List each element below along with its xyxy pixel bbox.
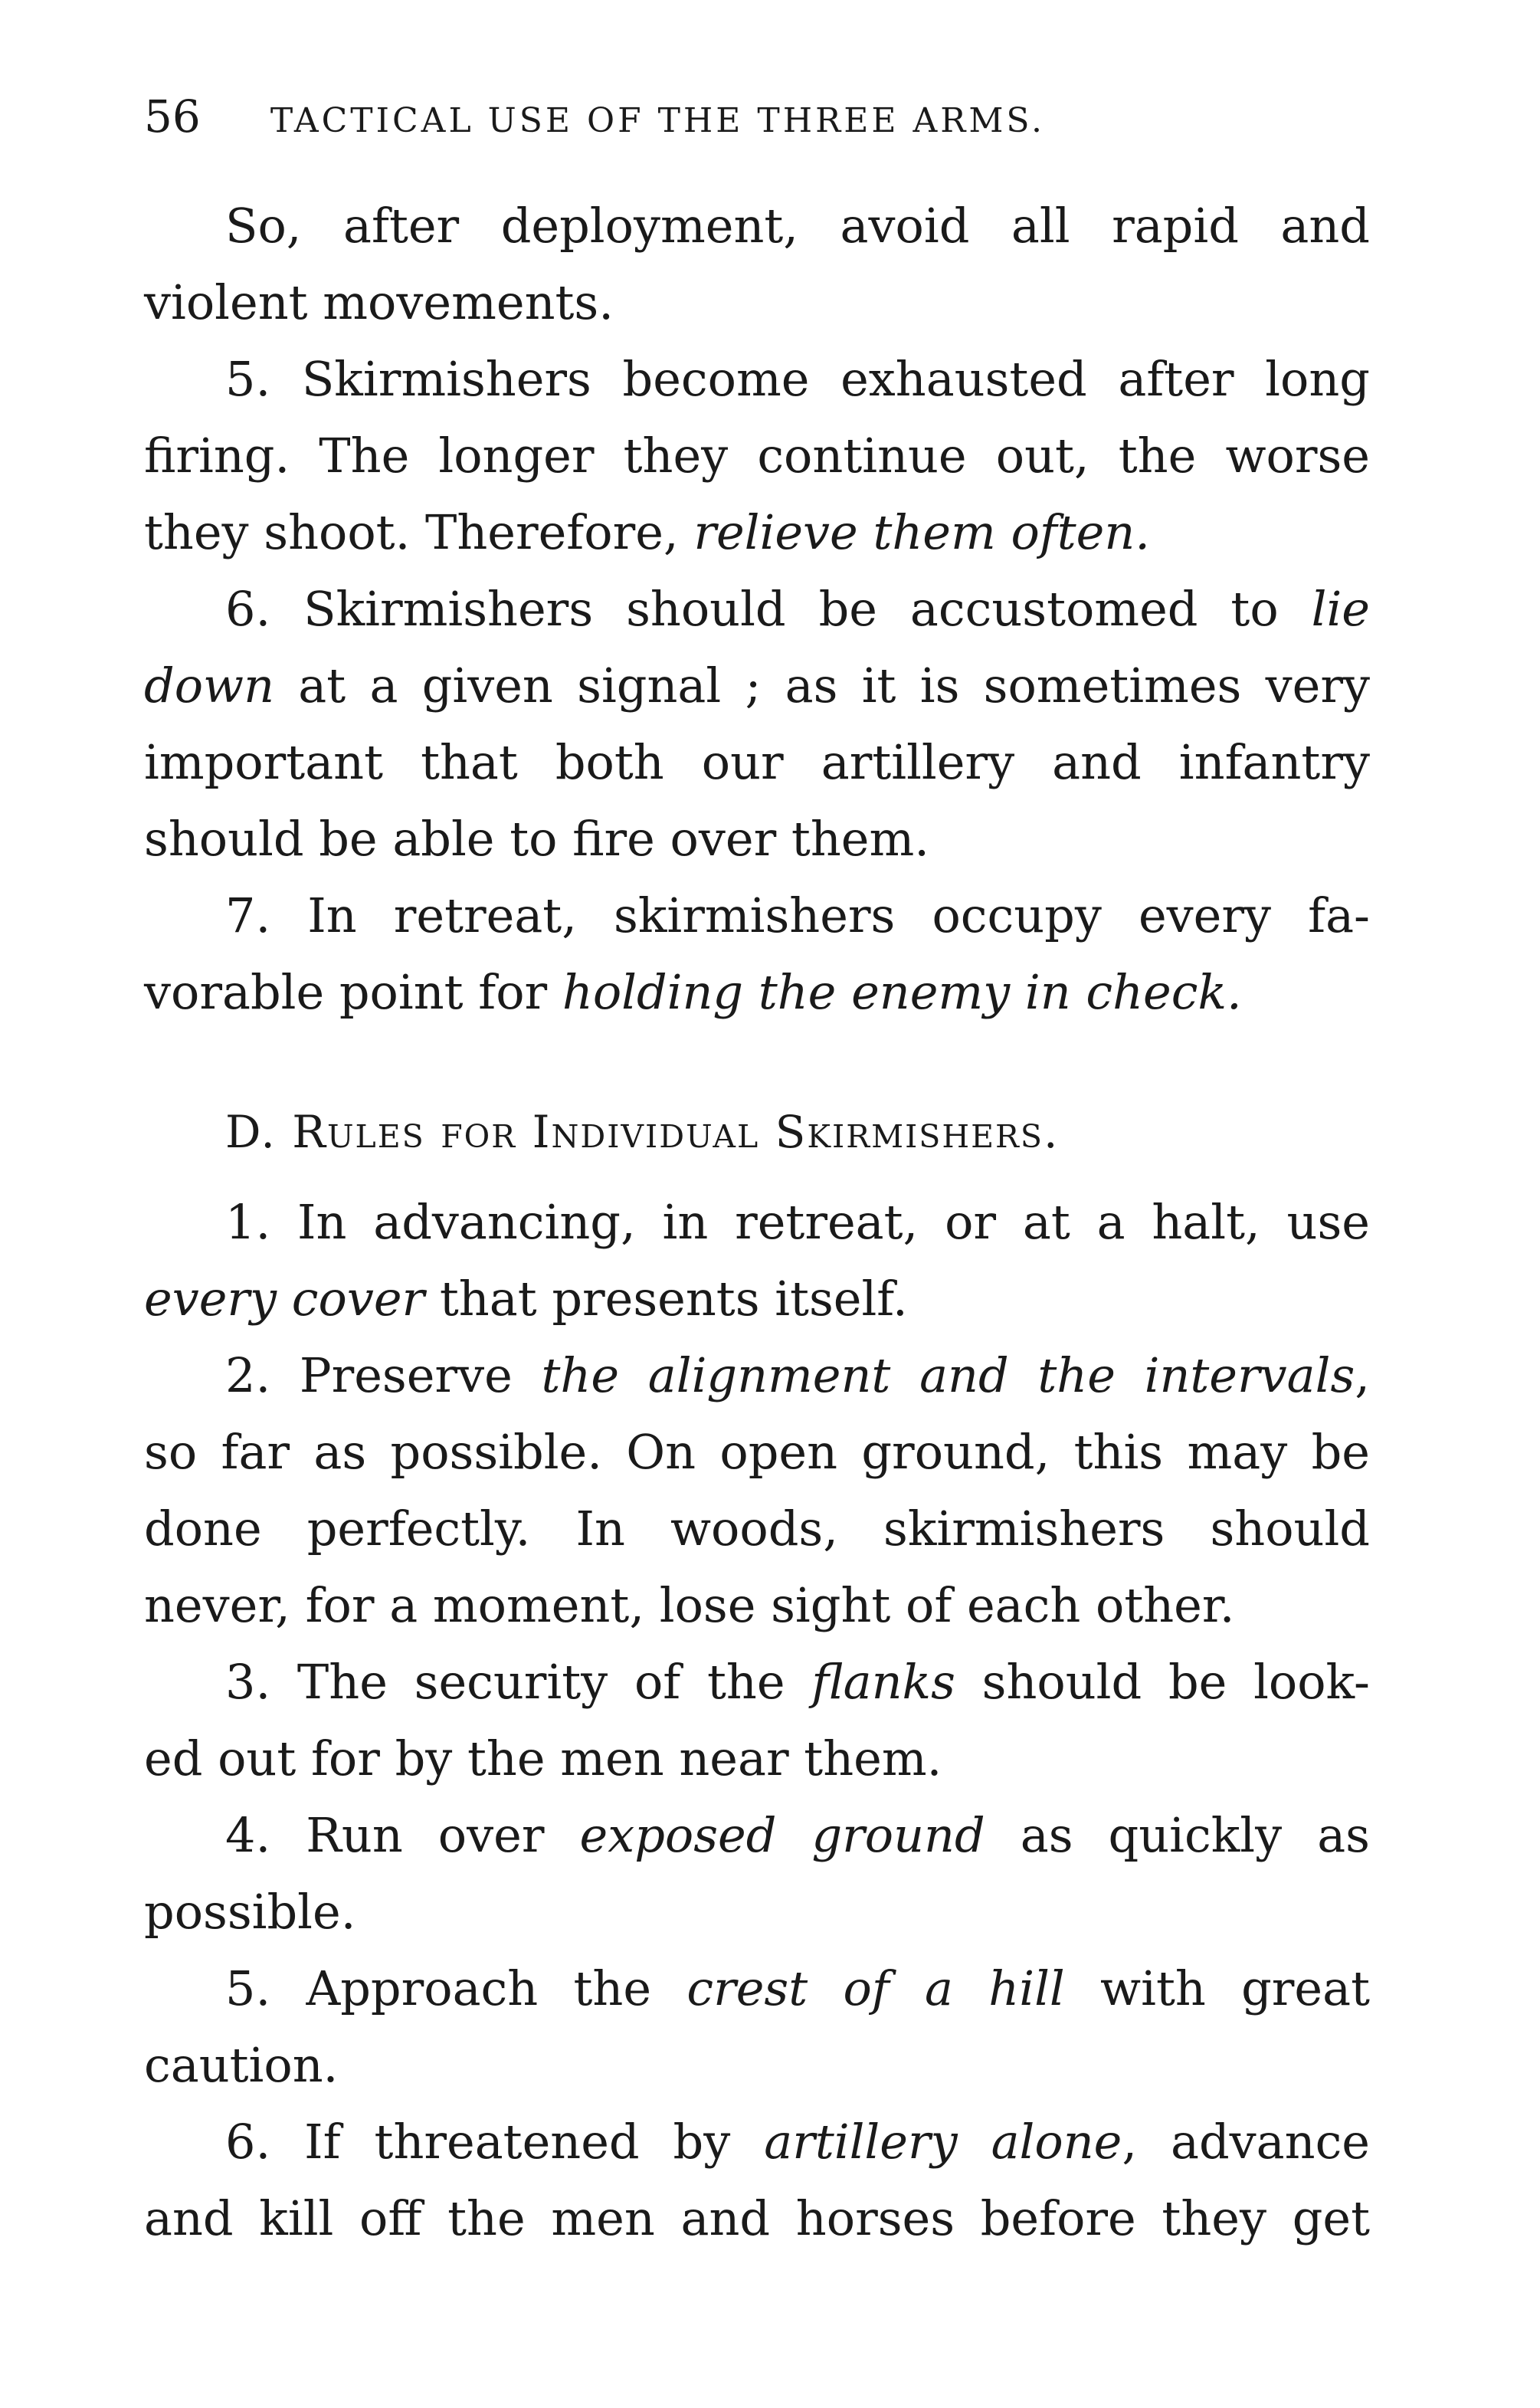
text-line: they shoot. Therefore, relieve them often. bbox=[144, 504, 1151, 560]
text-line: should be able to fire over them. bbox=[144, 811, 929, 867]
page-number: 56 bbox=[144, 90, 201, 143]
text-line: 6. Skirmishers should be accustomed to lie bbox=[225, 581, 1370, 637]
text-line: 5. Skirmishers become exhausted after long bbox=[225, 351, 1370, 407]
italic-emphasis: flanks bbox=[811, 1654, 955, 1710]
text-line: down at a given signal ; as it is sometimes very bbox=[144, 658, 1370, 714]
text-line: caution. bbox=[144, 2037, 339, 2093]
text-line: violent movements. bbox=[144, 274, 614, 330]
text-line: every cover that presents itself. bbox=[144, 1271, 908, 1327]
text-line: So, after deployment, avoid all rapid and bbox=[225, 198, 1370, 254]
text-line: ed out for by the men near them. bbox=[144, 1731, 942, 1786]
section-heading: D. Rules for Individual Skirmishers. bbox=[225, 1106, 1060, 1158]
italic-emphasis: the alignment and the intervals bbox=[541, 1347, 1355, 1403]
text-line: possible. bbox=[144, 1884, 356, 1940]
text-line: 5. Approach the crest of a hill with great bbox=[225, 1960, 1370, 2016]
text-line: vorable point for holding the enemy in check. bbox=[144, 964, 1242, 1020]
italic-emphasis: relieve them often. bbox=[693, 504, 1151, 560]
text-line: firing. The longer they continue out, the worse bbox=[144, 428, 1370, 484]
text-line: and kill off the men and horses before they get bbox=[144, 2190, 1370, 2246]
text-line: 7. In retreat, skirmishers occupy every fa- bbox=[225, 887, 1370, 943]
text-line: 6. If threatened by artillery alone, advance bbox=[225, 2114, 1370, 2170]
text-line: done perfectly. In woods, skirmishers should bbox=[144, 1501, 1370, 1557]
text-line: never, for a moment, lose sight of each other. bbox=[144, 1577, 1235, 1633]
italic-emphasis: down bbox=[144, 658, 275, 714]
text-line: 4. Run over exposed ground as quickly as bbox=[225, 1807, 1370, 1863]
italic-emphasis: exposed ground bbox=[579, 1807, 985, 1863]
italic-emphasis: crest of a hill bbox=[686, 1960, 1065, 2016]
page-header bbox=[144, 90, 1370, 152]
italic-emphasis: artillery alone bbox=[764, 2114, 1122, 2170]
text-line: 1. In advancing, in retreat, or at a halt, use bbox=[225, 1194, 1370, 1250]
text-line: 2. Preserve the alignment and the intervals, bbox=[225, 1347, 1370, 1403]
text-line: important that both our artillery and infantry bbox=[144, 734, 1370, 790]
italic-emphasis: holding the enemy in check. bbox=[562, 964, 1242, 1020]
text-line: so far as possible. On open ground, this may be bbox=[144, 1424, 1370, 1480]
italic-emphasis: every cover bbox=[144, 1271, 425, 1327]
italic-emphasis: lie bbox=[1311, 581, 1370, 637]
text-line: 3. The security of the flanks should be look- bbox=[225, 1654, 1370, 1710]
running-head: TACTICAL USE OF THE THREE ARMS. bbox=[270, 101, 1045, 140]
